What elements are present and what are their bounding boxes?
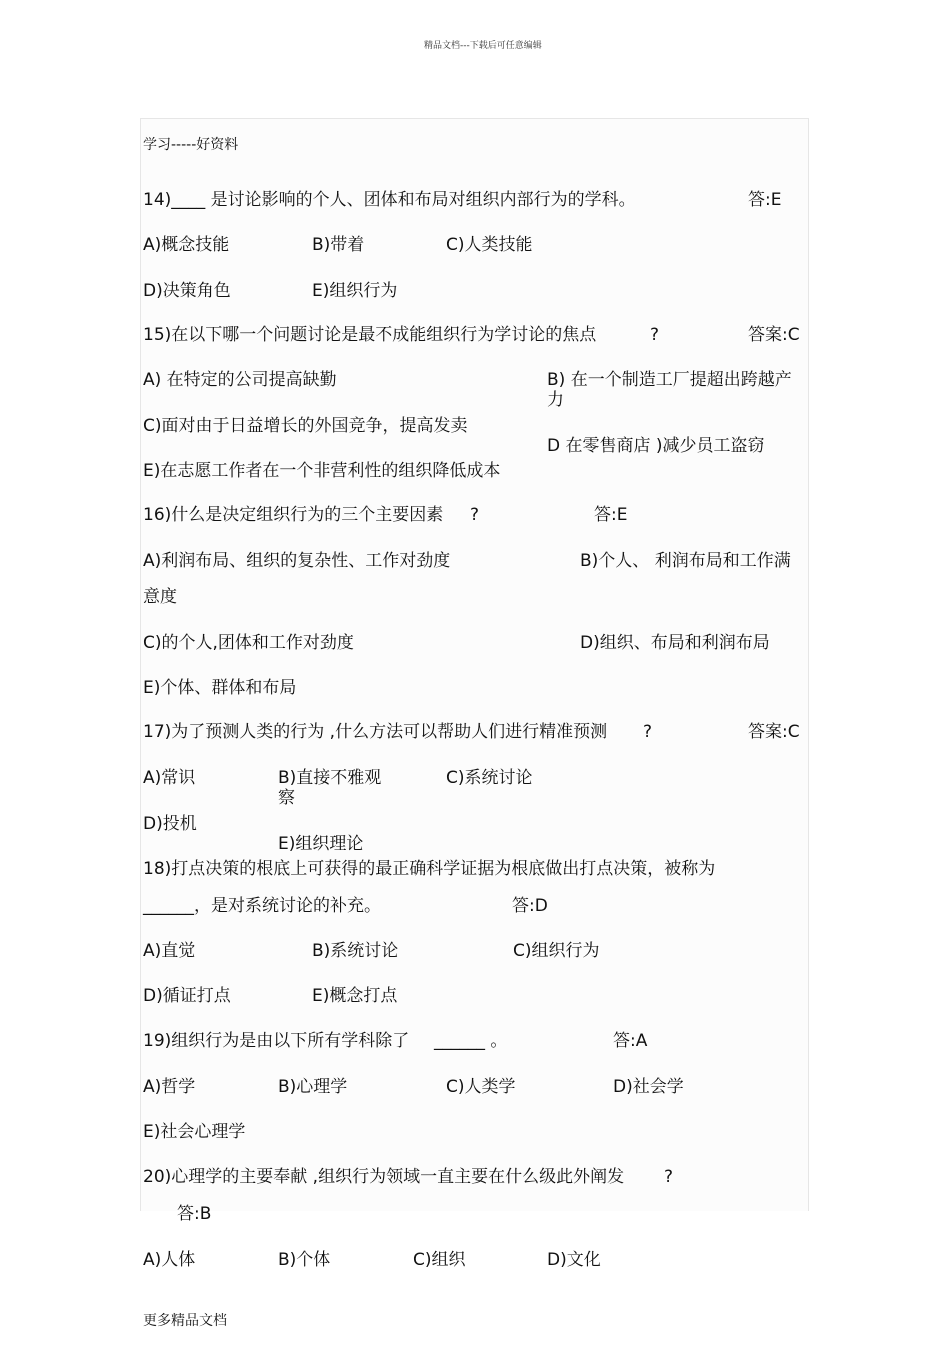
q18-option-d: D)循证打点 [143,986,231,1006]
q20-option-d: D)文化 [547,1250,601,1270]
q17-option-e: E)组织理论 [278,834,364,854]
q20-qmark: ? [664,1167,674,1187]
q17-option-a: A)常识 [143,768,196,788]
q18-stem: 18)打点决策的根底上可获得的最正确科学证据为根底做出打点决策，被称为 [143,859,716,879]
q16-option-b-continued: 意度 [143,587,177,607]
q19-stem: 19)组织行为是由以下所有学科除了 [143,1031,410,1051]
q19-option-a: A)哲学 [143,1077,196,1097]
q18-option-b: B)系统讨论 [312,941,399,961]
q18-answer: 答:D [512,896,548,916]
q16-answer: 答:E [594,505,628,525]
q15-stem: 15)在以下哪一个问题讨论是最不成能组织行为学讨论的焦点 [143,325,597,345]
q20-answer: 答:B [177,1204,212,1224]
q17-qmark: ? [643,722,653,742]
q16-option-b: B)个人、 利润布局和工作满 [580,551,791,571]
q16-qmark: ? [470,505,480,525]
q18-option-a: A)直觉 [143,941,196,961]
q15-option-a: A) 在特定的公司提高缺勤 [143,370,337,390]
q15-option-d: D 在零售商店 )减少员工盗窃 [547,436,765,456]
q16-option-d: D)组织、布局和利润布局 [580,633,770,653]
q16-option-c: C)的个人,团体和工作对劲度 [143,633,354,653]
page-watermark: 精品文档---下载后可任意编辑 [424,41,542,51]
q20-option-b: B)个体 [278,1250,331,1270]
q14-stem: 14)____ 是讨论影响的个人、团体和布局对组织内部行为的学科。 [143,190,636,210]
q16-option-e: E)个体、群体和布局 [143,678,297,698]
q15-answer: 答案:C [748,325,800,345]
q17-answer: 答案:C [748,722,800,742]
q17-option-c: C)系统讨论 [446,768,533,788]
q18-stem-continued: ______，是对系统讨论的补充。 [143,896,381,916]
q19-answer: 答:A [613,1031,648,1051]
q14-option-e: E)组织行为 [312,281,398,301]
q19-option-e: E)社会心理学 [143,1122,246,1142]
q20-option-a: A)人体 [143,1250,196,1270]
q20-option-c: C)组织 [413,1250,466,1270]
q19-option-b: B)心理学 [278,1077,348,1097]
q20-stem: 20)心理学的主要奉献 ,组织行为领域一直主要在什么级此外阐发 [143,1167,625,1187]
q14-option-d: D)决策角色 [143,281,231,301]
q15-option-e: E)在志愿工作者在一个非营利性的组织降低成本 [143,461,501,481]
q17-option-d: D)投机 [143,814,197,834]
q19-blank: ______ 。 [434,1031,508,1051]
q19-option-d: D)社会学 [613,1077,684,1097]
top-label: 学习-----好资料 [143,137,239,153]
q18-option-e: E)概念打点 [312,986,398,1006]
q17-stem: 17)为了预测人类的行为 ,什么方法可以帮助人们进行精准预测 [143,722,608,742]
q14-option-b: B)带着 [312,235,365,255]
q15-option-b: B) 在一个制造工厂提超出跨越产力 [547,370,792,410]
footer-label: 更多精品文档 [143,1313,227,1329]
q19-option-c: C)人类学 [446,1077,516,1097]
q18-option-c: C)组织行为 [513,941,600,961]
q14-option-a: A)概念技能 [143,235,230,255]
q15-option-c: C)面对由于日益增长的外国竞争，提高发卖 [143,416,468,436]
q16-option-a: A)利润布局、组织的复杂性、工作对劲度 [143,551,451,571]
q16-stem: 16)什么是决定组织行为的三个主要因素 [143,505,444,525]
q14-option-c: C)人类技能 [446,235,533,255]
q15-qmark: ? [650,325,660,345]
q14-answer: 答:E [748,190,782,210]
q17-option-b: B)直接不雅观察 [278,768,382,808]
